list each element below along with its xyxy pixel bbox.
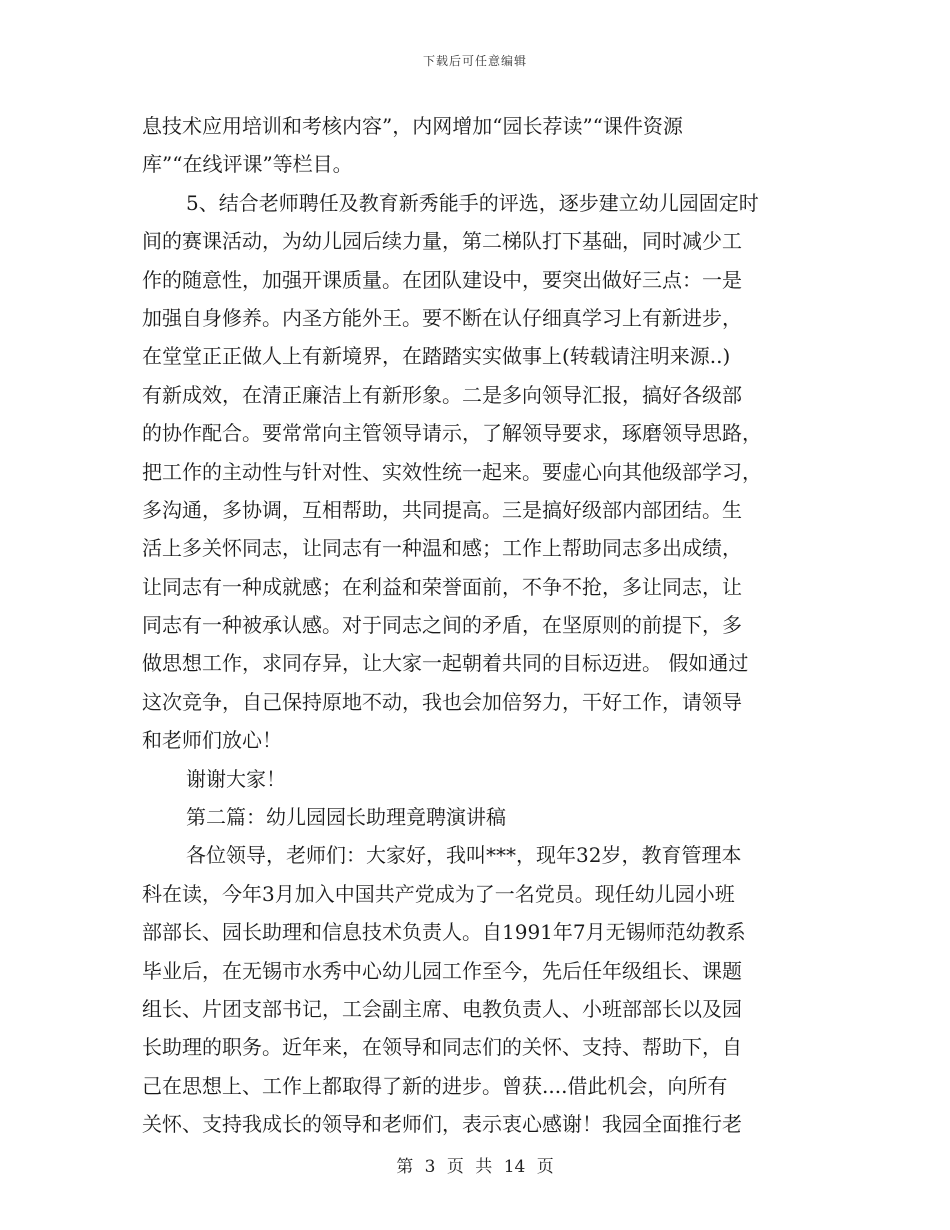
page-header: 下载后可任意编辑	[422, 54, 527, 68]
text-line: 多沟通，多协调，互相帮助，共同提高。三是搞好级部内部团结。生	[142, 497, 742, 522]
text-line: 谢谢大家！	[186, 766, 286, 791]
text-line: 让同志有一种成就感；在利益和荣誉面前，不争不抢，多让同志，让	[142, 574, 742, 599]
document-body	[142, 107, 810, 1144]
text-line: 各位领导，老师们：大家好，我叫***，现年32岁，教育管理本	[186, 843, 742, 868]
text-line: 的协作配合。要常常向主管领导请示，了解领导要求，琢磨领导思路，	[142, 421, 762, 446]
text-line: 5、结合老师聘任及教育新秀能手的评选，逐步建立幼儿园固定时	[186, 190, 759, 215]
text-line: 科在读，今年3月加入中国共产党成为了一名党员。现任幼儿园小班	[142, 881, 735, 906]
text-line: 同志有一种被承认感。对于同志之间的矛盾，在坚原则的前提下，多	[142, 613, 742, 638]
text-line: 作的随意性，加强开课质量。在团队建设中，要突出做好三点：一是	[142, 267, 742, 292]
text-line: 第二篇：幼儿园园长助理竟聘演讲稿	[186, 805, 506, 830]
text-line: 息技术应用培训和考核内容”，内网增加“园长荐读”“课件资源	[142, 114, 683, 138]
text-line: 长助理的职务。近年来，在领导和同志们的关怀、支持、帮助下，自	[142, 1035, 742, 1060]
text-line: 把工作的主动性与针对性、实效性统一起来。要虚心向其他级部学习，	[142, 459, 762, 484]
text-line: 部部长、园长助理和信息技术负责人。自1991年7月无锡师范幼教系	[142, 920, 746, 945]
text-line: 和老师们放心！	[142, 728, 282, 753]
text-line: 己在思想上、工作上都取得了新的进步。曾获....借此机会，向所有	[142, 1073, 728, 1098]
text-line: 毕业后，在无锡市水秀中心幼儿园工作至今，先后任年级组长、课题	[142, 958, 742, 983]
text-line: 组长、片团支部书记，工会副主席、电教负责人、小班部部长以及园	[142, 996, 742, 1021]
text-line: 加强自身修养。内圣方能外王。要不断在认仔细真学习上有新进步，	[142, 305, 742, 330]
page-number-footer: 第 3 页 共 14 页	[396, 1157, 554, 1177]
text-line: 活上多关怀同志，让同志有一种温和感；工作上帮助同志多出成绩，	[142, 536, 742, 561]
text-line: 做思想工作，求同存异，让大家一起朝着共同的目标迈进。 假如通过	[142, 651, 749, 676]
text-line: 间的赛课活动，为幼儿园后续力量，第二梯队打下基础，同时减少工	[142, 229, 742, 254]
text-line: 关怀、支持我成长的领导和老师们，表示衷心感谢！我园全面推行老	[142, 1112, 742, 1137]
text-line: 在堂堂正正做人上有新境界，在踏踏实实做事上(转载请注明来源..)	[142, 344, 731, 369]
text-line: 这次竞争，自己保持原地不动，我也会加倍努力，干好工作，请领导	[142, 689, 742, 714]
text-line: 库”“在线评课”等栏目。	[142, 152, 353, 177]
text-line: 有新成效，在清正廉洁上有新形象。二是多向领导汇报，搞好各级部	[142, 382, 742, 407]
